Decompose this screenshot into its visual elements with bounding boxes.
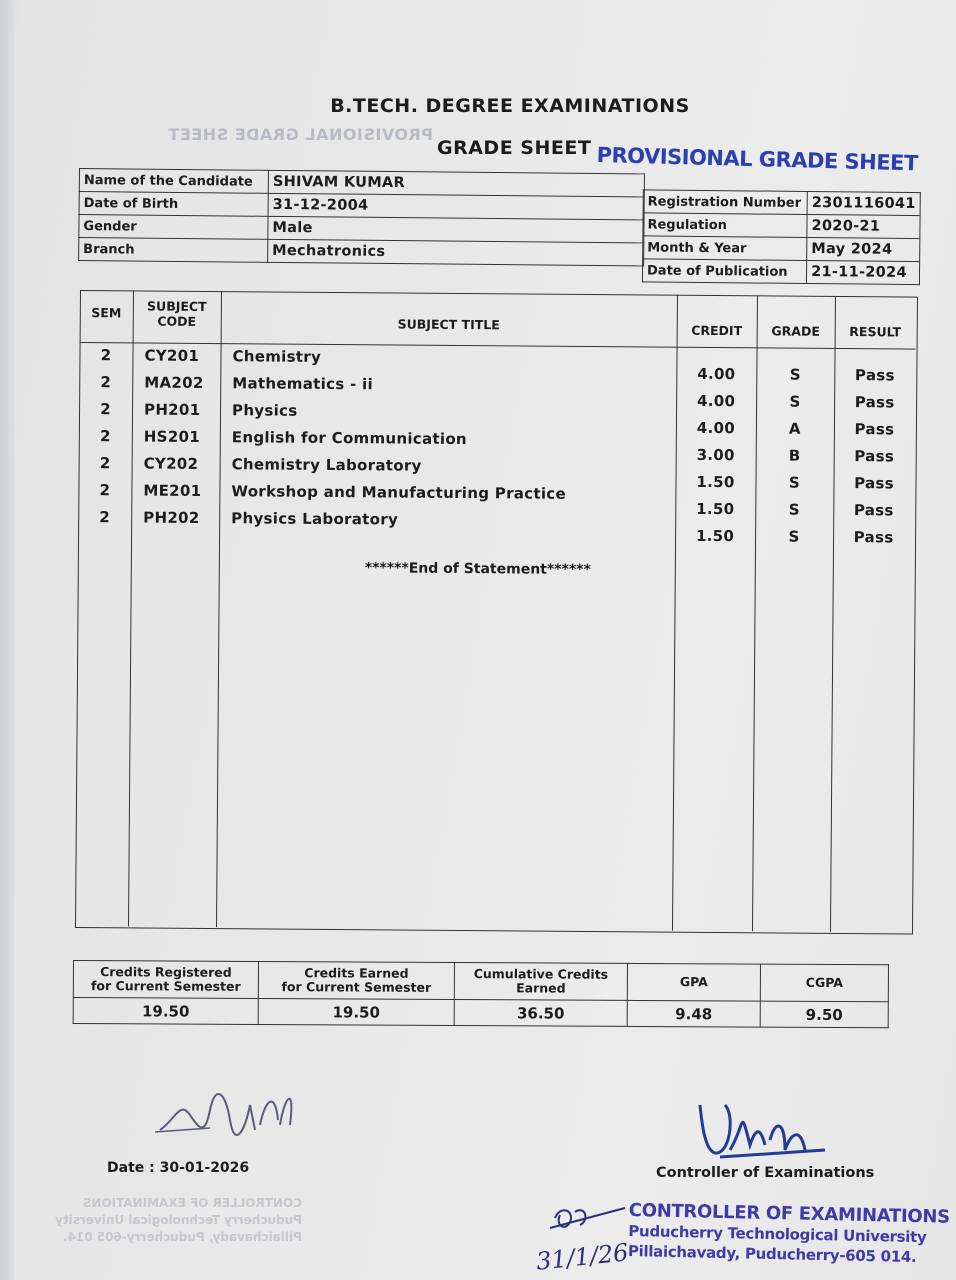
publication-date: 21-11-2024 [807,260,920,284]
cell-title: Mathematics - ii [232,374,374,394]
sem-header: SEM [91,305,122,321]
cell-code: PH201 [143,400,201,419]
cell-result: Pass [854,366,895,385]
issue-date: Date : 30-01-2026 [107,1160,250,1176]
cell-sem: 2 [99,454,111,473]
result-header: RESULT [849,324,902,340]
cell-result: Pass [854,447,895,466]
provisional-stamp: PROVISIONAL GRADE SHEET [596,143,919,176]
left-signature [150,1080,310,1140]
handwritten-date: 31/1/26 [534,1238,630,1276]
cgpa-header: CGPA [760,964,888,1002]
credits-earned-header-line1: Credits Earned [304,965,409,981]
credits-registered-value: 19.50 [73,998,258,1025]
cell-result: Pass [854,420,895,439]
cell-grade: B [788,446,801,465]
cell-result: Pass [853,528,894,547]
cell-title: English for Communication [231,428,468,449]
cell-credit: 1.50 [695,526,735,546]
credit-header: CREDIT [691,322,743,339]
cell-code: PH202 [143,508,200,527]
cell-grade: S [789,365,801,384]
credits-registered-header-line2: for Current Semester [90,978,241,994]
cell-title: Physics [231,401,298,420]
credits-registered-header [73,961,258,999]
cell-sem: 2 [100,373,112,392]
credits-earned-value: 19.50 [258,998,454,1025]
cell-result: Pass [854,393,895,412]
gpa-header: GPA [627,963,760,1001]
cell-result: Pass [853,501,894,520]
cell-sem: 2 [99,481,111,500]
code-header-line1: SUBJECT [147,298,207,314]
branch-label: Branch [79,238,268,263]
summary-table [73,960,893,1039]
cell-credit: 1.50 [696,472,735,492]
credits-earned-header [258,961,454,999]
candidate-right-table [642,189,921,285]
ghost-line1: CONTROLLER OF EXAMINATIONS [82,1196,302,1210]
cell-sem: 2 [100,400,112,419]
exam-title: B.TECH. DEGREE EXAMINATIONS [330,95,690,117]
end-of-statement: ******End of Statement****** [364,560,591,579]
cell-grade: A [788,419,801,438]
cell-code: CY201 [144,346,200,365]
candidate-dob: 31-12-2004 [268,193,644,220]
candidate-branch: Mechatronics [268,239,644,266]
cell-title: Chemistry [232,347,322,366]
controller-label: Controller of Examinations [656,1165,875,1181]
cell-title: Chemistry Laboratory [231,455,422,475]
cell-grade: S [788,500,800,519]
mirror-watermark: PROVISIONAL GRADE SHEET [168,125,433,144]
cumulative-credits-value: 36.50 [454,999,627,1026]
gender-label: Gender [79,215,268,240]
registration-number: 2301116041 [807,191,920,215]
month-year-value: May 2024 [807,237,920,261]
cell-credit: 3.00 [696,445,735,465]
cell-sem: 2 [99,427,111,446]
gpa-value: 9.48 [627,1000,760,1027]
candidate-name: SHIVAM KUMAR [268,170,644,197]
cell-grade: S [788,473,801,492]
cumulative-credits-header-line2: Earned [516,980,566,996]
cell-code: MA202 [144,373,204,392]
cell-grade: S [788,527,800,546]
cumulative-credits-header-line1: Cumulative Credits [473,966,609,982]
cell-credit: 4.00 [697,364,736,384]
dob-label: Date of Birth [79,192,268,217]
credits-earned-header-line2: for Current Semester [281,979,432,995]
name-label: Name of the Candidate [79,169,268,194]
regulation-value: 2020-21 [807,214,920,238]
candidate-gender: Male [268,216,644,243]
cell-code: ME201 [143,481,202,500]
stamp-line1: CONTROLLER OF EXAMINATIONS [628,1200,950,1228]
cell-credit: 4.00 [696,391,736,411]
regulation-label: Regulation [643,213,807,238]
cell-credit: 4.00 [696,418,736,438]
cumulative-credits-header [454,962,627,1000]
credits-registered-header-line1: Credits Registered [100,964,232,980]
page-edge-shadow [0,0,14,1280]
cell-title: Physics Laboratory [231,509,399,529]
stamp-line2: Puducherry Technological University [628,1221,927,1247]
grade-header: GRADE [771,323,820,339]
reg-label: Registration Number [643,190,807,215]
code-header-line2: CODE [157,313,197,329]
cell-code: HS201 [143,427,201,446]
ghost-line3: Pillaichavady, Puducherry-605 014. [62,1230,302,1244]
official-stamp [628,1200,950,1268]
ghost-line2: Puducherry Technological University [55,1213,302,1227]
sheet-title: GRADE SHEET [437,137,592,159]
cell-code: CY202 [143,454,199,473]
stamp-line3: Pillaichavady, Puducherry-605 014. [627,1241,917,1267]
cell-title: Workshop and Manufacturing Practice [231,482,567,503]
cell-sem: 2 [100,346,112,365]
cell-credit: 1.50 [696,499,735,519]
ghost-stamp-mirror [55,1195,302,1246]
cell-result: Pass [854,474,894,493]
pub-label: Date of Publication [642,259,806,284]
code-header [133,298,221,329]
candidate-left-table [78,168,645,266]
cell-sem: 2 [99,508,111,527]
month-label: Month & Year [643,236,807,261]
controller-signature [690,1095,840,1165]
cgpa-value: 9.50 [760,1001,888,1028]
candidate-info [78,168,921,286]
cell-grade: S [789,392,801,411]
grades-table [75,290,920,937]
title-header: SUBJECT TITLE [397,316,500,333]
